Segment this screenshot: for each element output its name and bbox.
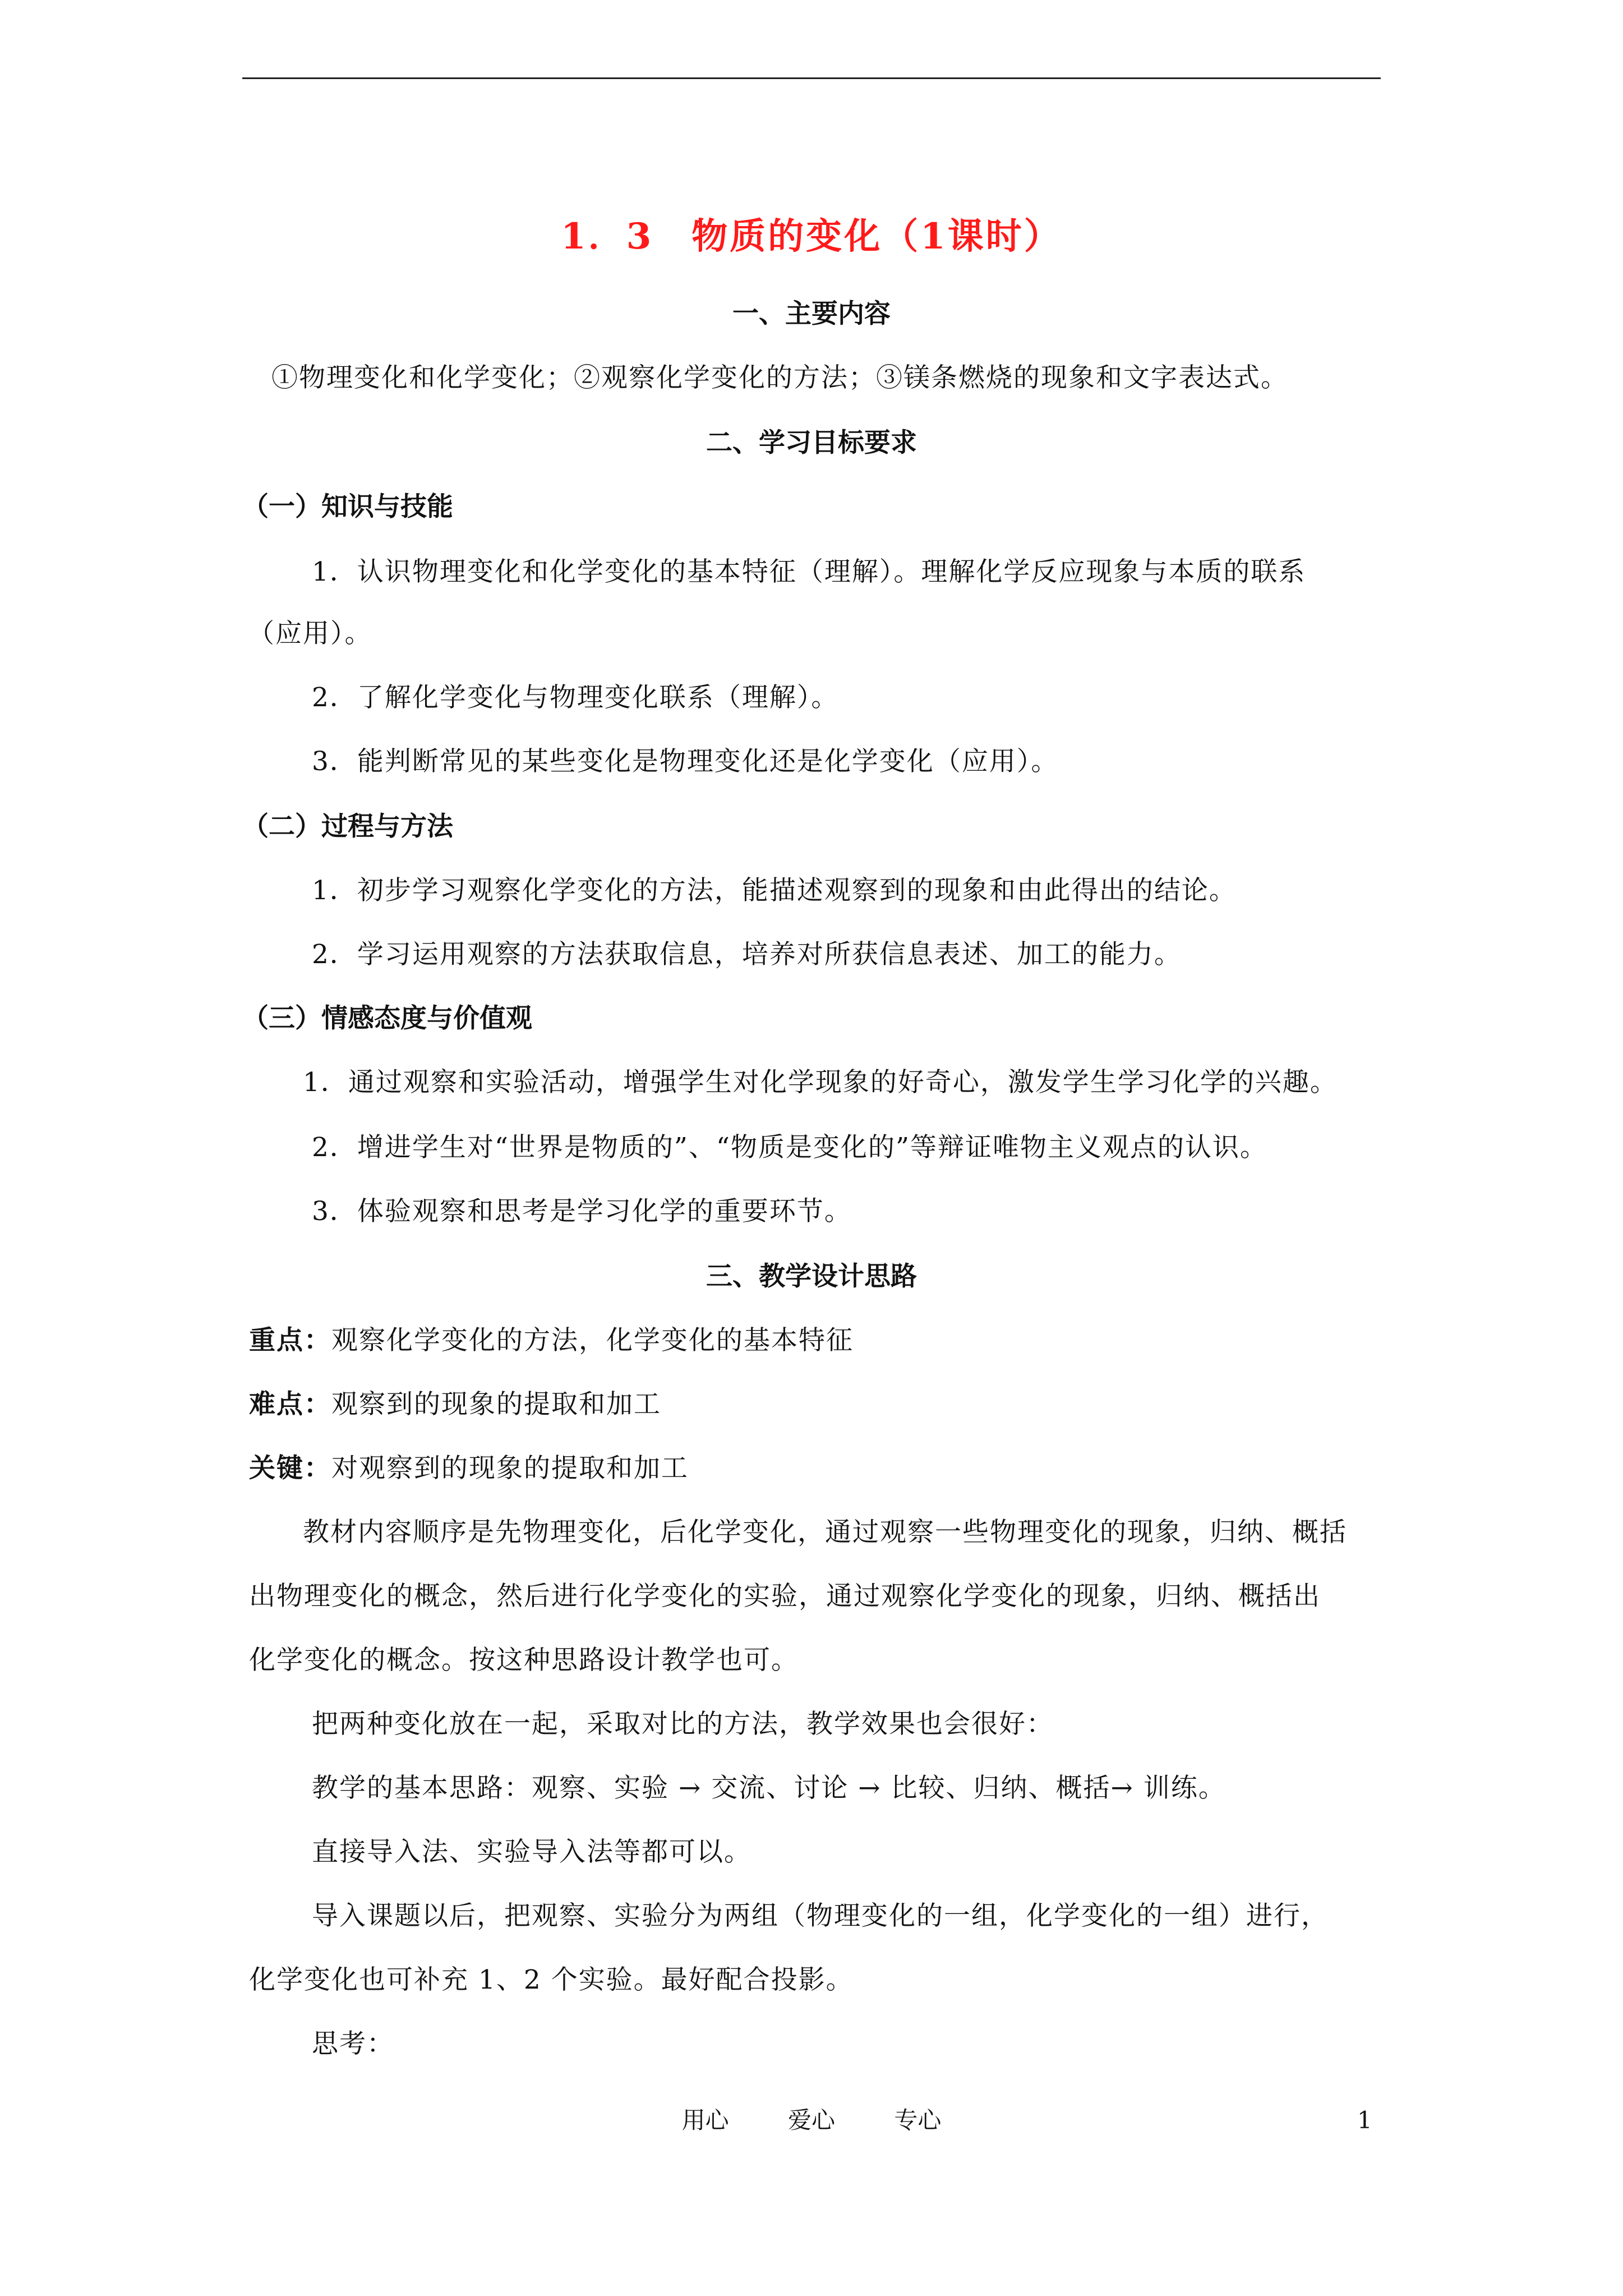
page-number: 1 — [1357, 2106, 1372, 2134]
document-title: 1．3 物质的变化（1课时） — [561, 215, 1062, 257]
page-footer — [0, 2098, 1623, 2143]
difficulty-label: 难点： — [249, 1389, 331, 1420]
design-paragraph-6: 思考： — [312, 2028, 394, 2059]
subheading-knowledge-skills: （一）知识与技能 — [242, 491, 453, 522]
section-heading-main-content: 一、主要内容 — [732, 298, 891, 329]
crux-text: 对观察到的现象的提取和加工 — [331, 1453, 689, 1484]
design-paragraph-5b: 化学变化也可补充 1、2 个实验。最好配合投影。 — [249, 1964, 854, 1995]
design-paragraph-5a: 导入课题以后，把观察、实验分为两组（物理变化的一组，化学变化的一组）进行， — [312, 1901, 1329, 1931]
key-point-label: 重点： — [249, 1325, 331, 1356]
knowledge-item-3: 3．能判断常见的某些变化是物理变化还是化学变化（应用）。 — [312, 746, 1059, 777]
design-paragraph-1b: 出物理变化的概念，然后进行化学变化的实验，通过观察化学变化的现象，归纳、概括出 — [249, 1581, 1321, 1612]
section-heading-learning-goals: 二、学习目标要求 — [706, 427, 917, 458]
crux-line — [249, 1446, 689, 1491]
crux-label: 关键： — [249, 1453, 331, 1484]
process-item-2: 2．学习运用观察的方法获取信息，培养对所获信息表述、加工的能力。 — [312, 939, 1182, 970]
design-paragraph-3: 教学的基本思路：观察、实验 → 交流、讨论 → 比较、归纳、概括→ 训练。 — [312, 1773, 1226, 1803]
process-item-1: 1．初步学习观察化学变化的方法，能描述观察到的现象和由此得出的结论。 — [312, 875, 1237, 906]
difficulty-text: 观察到的现象的提取和加工 — [331, 1389, 661, 1420]
knowledge-item-1b: （应用）。 — [248, 618, 372, 649]
attitude-item-3: 3．体验观察和思考是学习化学的重要环节。 — [312, 1196, 852, 1227]
design-paragraph-2: 把两种变化放在一起，采取对比的方法，教学效果也会很好： — [312, 1709, 1054, 1740]
key-point-text: 观察化学变化的方法，化学变化的基本特征 — [331, 1325, 854, 1356]
main-content-text: ①物理变化和化学变化；②观察化学变化的方法；③镁条燃烧的现象和文字表达式。 — [271, 362, 1288, 393]
knowledge-item-1a: 1．认识物理变化和化学变化的基本特征（理解）。理解化学反应现象与本质的联系 — [312, 556, 1306, 587]
footer-motto-2: 爱心 — [787, 2106, 835, 2134]
footer-motto-3: 专心 — [894, 2106, 942, 2134]
design-paragraph-1a: 教材内容顺序是先物理变化，后化学变化，通过观察一些物理变化的现象，归纳、概括 — [303, 1517, 1347, 1548]
subheading-process-methods: （二）过程与方法 — [242, 811, 453, 842]
difficulty-line — [249, 1382, 661, 1427]
attitude-item-2: 2．增进学生对“世界是物质的”、“物质是变化的”等辩证唯物主义观点的认识。 — [312, 1132, 1268, 1163]
design-paragraph-1c: 化学变化的概念。按这种思路设计教学也可。 — [249, 1645, 799, 1676]
header-rule — [242, 77, 1381, 79]
attitude-item-1: 1．通过观察和实验活动，增强学生对化学现象的好奇心，激发学生学习化学的兴趣。 — [303, 1067, 1338, 1098]
key-point-line — [249, 1318, 854, 1363]
footer-motto-1: 用心 — [681, 2106, 729, 2134]
subheading-attitudes-values: （三）情感态度与价值观 — [242, 1003, 532, 1034]
section-heading-design-ideas: 三、教学设计思路 — [706, 1261, 917, 1292]
knowledge-item-2: 2．了解化学变化与物理变化联系（理解）。 — [312, 682, 839, 713]
design-paragraph-4: 直接导入法、实验导入法等都可以。 — [312, 1837, 751, 1867]
